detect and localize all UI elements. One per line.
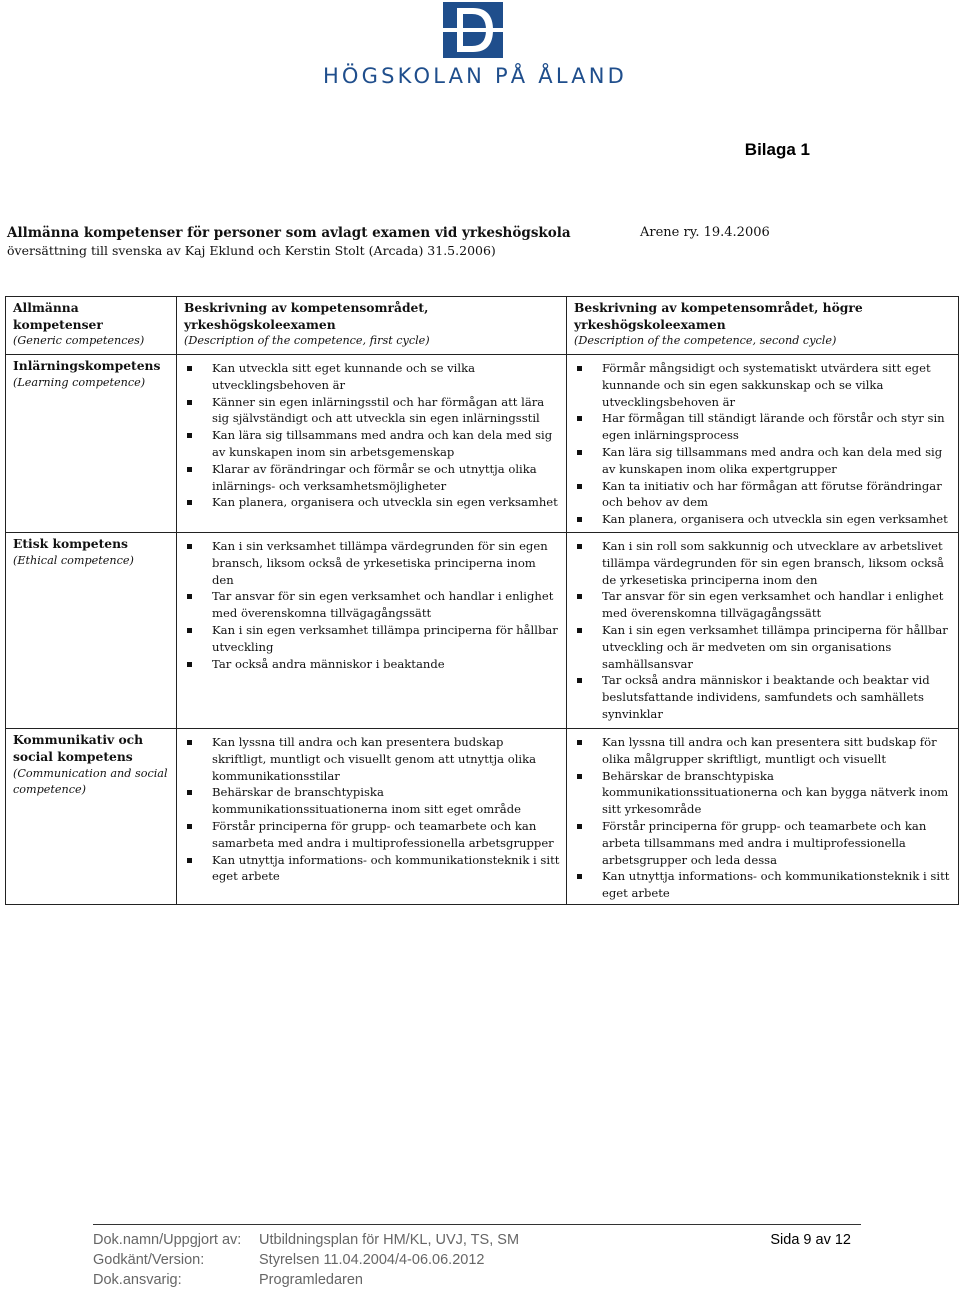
footer-doc-name-value: Utbildningsplan för HM/KL, UVJ, TS, SM [259,1232,520,1248]
footer-approved-value: Styrelsen 11.04.2004/4-06.06.2012 [259,1252,485,1268]
row-heading-communication [6,729,177,905]
list-item: Förstår principerna för grupp- och teamarbete och kan samarbeta med andra i multiprofessionella arbetsgrupper [184,818,560,852]
header-label-en: (Generic competences) [13,334,145,347]
footer-doc-name-label: Dok.namn/Uppgjort av: [93,1232,242,1248]
cell-second-cycle [567,355,959,533]
header-label: Beskrivning av kompetensområdet, högre yrkeshögskoleexamen [574,300,863,332]
header-label-en: (Description of the competence, second cycle) [574,334,837,347]
table-row [6,729,959,905]
document-heading [7,224,957,260]
cell-first-cycle [177,355,567,533]
list-item: Kan planera, organisera och utveckla sin egen verksamhet [184,494,560,511]
row-label-en: (Communication and social competence) [13,766,168,797]
list-item: Klarar av förändringar och förmår se och utnyttja olika inlärnings- och verksamhetsmöjligheter [184,461,560,495]
list-item: Kan utnyttja informations- och kommunikationsteknik i sitt eget arbete [574,868,952,902]
row-label-en: (Ethical competence) [13,553,134,567]
list-item: Kan utveckla sitt eget kunnande och se vilka utvecklingsbehoven är [184,360,560,394]
cell-first-cycle [177,729,567,905]
header-second-cycle [567,297,959,355]
list-item: Behärskar de branschtypiska kommunikationssituationerna och kan bygga nätverk inom sitt yrkesområde [574,768,952,818]
table-header-row [6,297,959,355]
list-item: Förstår principerna för grupp- och teamarbete och kan arbeta tillsammans med andra i multiprofessionella arbetsgrupper och leda dessa [574,818,952,868]
school-logo [280,2,670,92]
header-label: Beskrivning av kompetensområdet, yrkeshögskoleexamen [184,300,429,332]
document-title: Allmänna kompetenser för personer som avlagt examen vid yrkeshögskola [7,225,571,241]
list-item: Har förmågan till ständigt lärande och förstår och styr sin egen inlärningsprocess [574,410,952,444]
row-label: Kommunikativ och social kompetens [13,732,144,764]
header-label: Allmänna kompetenser [13,300,103,332]
footer-approved-label: Godkänt/Version: [93,1252,205,1268]
list-item: Tar också andra människor i beaktande och beaktar vid beslutsfattande individens, samfundets och samhällets synvinklar [574,672,952,722]
row-heading-ethical [6,533,177,729]
footer-responsible-label: Dok.ansvarig: [93,1272,182,1288]
list-item: Känner sin egen inlärningsstil och har förmågan att lära sig självständigt och att utveckla sin egen inlärningsstil [184,394,560,428]
page-number: Sida 9 av 12 [770,1232,851,1248]
list-item: Kan lära sig tillsammans med andra och kan dela med sig av kunskapen inom olika expertgrupper [574,444,952,478]
list-item: Tar också andra människor i beaktande [184,656,560,673]
header-first-cycle [177,297,567,355]
list-item: Kan i sin egen verksamhet tillämpa principerna för hållbar utveckling [184,622,560,656]
cell-second-cycle [567,533,959,729]
document-source: Arene ry. 19.4.2006 [640,225,770,240]
row-label-en: (Learning competence) [13,375,146,389]
document-subtitle: översättning till svenska av Kaj Eklund och Kerstin Stolt (Arcada) 31.5.2006) [7,243,496,258]
list-item: Tar ansvar för sin egen verksamhet och handlar i enlighet med överenskomna tillvägagångssätt [184,588,560,622]
logo-text: HÖGSKOLAN PÅ ÅLAND [322,64,628,88]
header-label-en: (Description of the competence, first cycle) [184,334,430,347]
footer-responsible-value: Programledaren [259,1272,363,1288]
header-generic-competences [6,297,177,355]
row-heading-learning [6,355,177,533]
footer-divider [93,1224,861,1225]
list-item: Kan i sin verksamhet tillämpa värdegrunden för sin egen bransch, liksom också de yrkesetiska principerna inom den [184,538,560,588]
row-label: Inlärningskompetens [13,358,161,373]
list-item: Kan ta initiativ och har förmågan att förutse förändringar och behov av dem [574,478,952,512]
appendix-label: Bilaga 1 [744,140,810,159]
list-item: Förmår mångsidigt och systematiskt utvärdera sitt eget kunnande och sin egen sakkunskap och se vilka utvecklingsbehoven är [574,360,952,410]
logo-mark-icon [443,2,503,58]
list-item: Kan utnyttja informations- och kommunikationsteknik i sitt eget arbete [184,852,560,886]
list-item: Tar ansvar för sin egen verksamhet och handlar i enlighet med överenskomna tillvägagångssätt [574,588,952,622]
cell-second-cycle [567,729,959,905]
list-item: Kan planera, organisera och utveckla sin egen verksamhet [574,511,952,528]
list-item: Behärskar de branschtypiska kommunikationssituationerna inom sitt eget område [184,784,560,818]
list-item: Kan i sin roll som sakkunnig och utvecklare av arbetslivet tillämpa värdegrunden för sin egen bransch, liksom också de yrkesetiska principerna inom den [574,538,952,588]
list-item: Kan lära sig tillsammans med andra och kan dela med sig av kunskapen inom sin arbetsgemenskap [184,427,560,461]
table-row [6,533,959,729]
table-row [6,355,959,533]
row-label: Etisk kompetens [13,536,128,551]
list-item: Kan lyssna till andra och kan presentera budskap skriftligt, muntligt och visuellt genom att utnyttja olika kommunikationsstilar [184,734,560,784]
list-item: Kan i sin egen verksamhet tillämpa principerna för hållbar utveckling och är medveten om sin organisations samhällsansvar [574,622,952,672]
list-item: Kan lyssna till andra och kan presentera sitt budskap för olika målgrupper skriftligt, muntligt och visuellt [574,734,952,768]
cell-first-cycle [177,533,567,729]
competence-table [5,296,959,905]
